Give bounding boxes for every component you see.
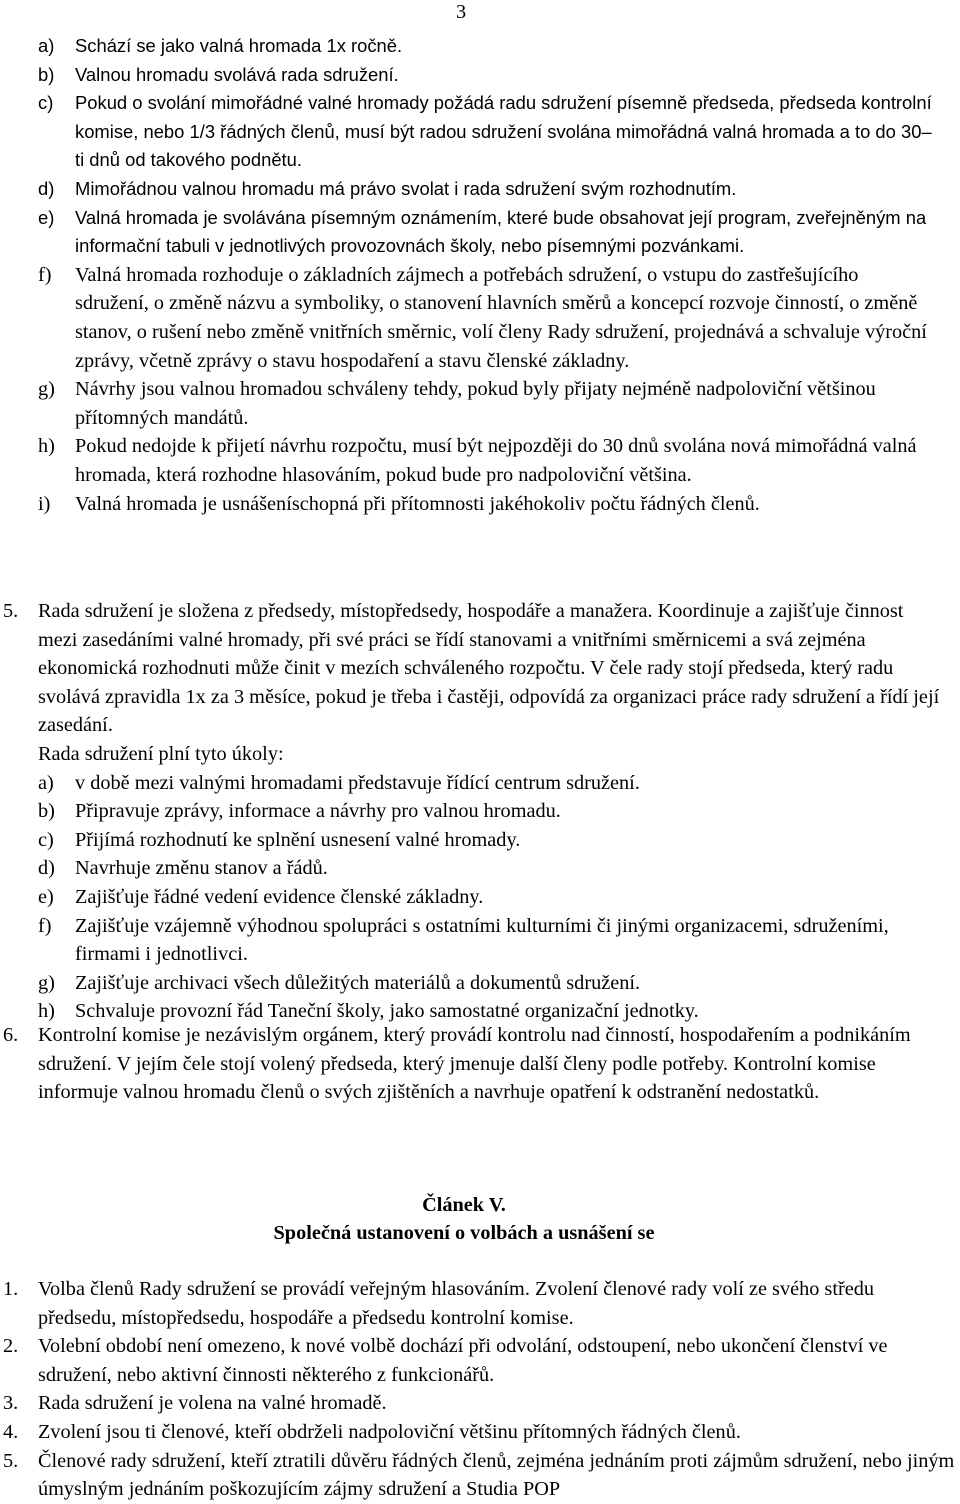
numbered-item	[0, 1332, 960, 1389]
list-item	[0, 769, 960, 798]
item-text: Valnou hromadu svolává rada sdružení.	[75, 63, 399, 85]
item-label: b)	[38, 63, 55, 85]
numbered-item	[0, 1418, 960, 1447]
item-text: Členové rady sdružení, kteří ztratili důvěru řádných členů, zejména jednáním proti zájmům sdružení, nebo jiným úmyslným jednáním poškozujícím zájmy sdružení a Studia POP	[38, 1449, 955, 1501]
valna-hromada-list	[0, 32, 960, 518]
list-item	[0, 826, 960, 855]
item-label: c)	[38, 92, 54, 114]
item-text: Valná hromada je svolávána písemným oznámením, které bude obsahovat její program, zveřejněným na informační tabuli v jednotlivých provozovnách školy, nebo písemnými pozvánkami.	[75, 206, 927, 257]
item-number: 5.	[3, 600, 19, 622]
item-label: b)	[38, 800, 55, 823]
item-text: Pokud nedojde k přijetí návrhu rozpočtu, musí být nejpozději do 30 dnů svolána nová mimořádná valná hromada, která rozhodne hlasováním, pokud bude pro nadpoloviční většina.	[75, 435, 917, 486]
list-item	[0, 969, 960, 998]
item-text: Volba členů Rady sdružení se provádí veřejným hlasováním. Zvolení členové rady volí ze svého středu předsedu, místopředsedu, hospodáře a předsedu kontrolní komise.	[38, 1278, 874, 1329]
item-text: v době mezi valnými hromadami představuje řídící centrum sdružení.	[75, 771, 640, 794]
item-label: g)	[38, 971, 55, 994]
item-label: h)	[38, 435, 55, 458]
item-number: 5.	[3, 1449, 19, 1472]
item-text: Navrhuje změnu stanov a řádů.	[75, 857, 328, 880]
item-text: Zvolení jsou ti členové, kteří obdrželi nadpoloviční většinu přítomných řádných členů.	[38, 1420, 741, 1443]
list-item	[0, 175, 960, 204]
list-item	[0, 204, 960, 261]
item-text: Rada sdružení je volena na valné hromadě.	[38, 1392, 387, 1415]
item-text: Připravuje zprávy, informace a návrhy pro valnou hromadu.	[75, 800, 561, 823]
item-text: Mimořádnou valnou hromadu má právo svolat i rada sdružení svým rozhodnutím.	[75, 177, 737, 199]
numbered-item	[0, 1389, 960, 1418]
item-text: Zajišťuje řádné vedení evidence členské základny.	[75, 885, 484, 908]
item-text: Volební období není omezeno, k nové volbě dochází při odvolání, odstoupení, nebo ukončení členství ve sdružení, nebo aktivní činnosti některého z funkcionářů.	[38, 1335, 888, 1386]
article-title: Článek V.	[422, 1194, 506, 1216]
article-items	[0, 1275, 960, 1504]
list-item	[0, 490, 960, 519]
item-label: a)	[38, 35, 55, 56]
item-label: e)	[38, 206, 55, 228]
item-text: Kontrolní komise je nezávislým orgánem, který provádí kontrolu nad činností, hospodařením a podnikáním sdružení. V jejím čele stojí volený předseda, který jmenuje další členy podle potřeby. Kontrolní komise informuje valnou hromadu členů o svých zjištěních a navrhuje opatření k odstranění nedostatků.	[38, 1024, 911, 1104]
item-label: h)	[38, 1000, 55, 1023]
item-text: Schází se jako valná hromada 1x ročně.	[75, 35, 403, 56]
item-number: 3.	[3, 1392, 19, 1415]
list-item	[0, 261, 960, 375]
item-text: Schvaluje provozní řád Taneční školy, jako samostatné organizační jednotky.	[75, 1000, 699, 1023]
list-item	[0, 32, 960, 61]
numbered-item	[0, 597, 960, 740]
item-label: d)	[38, 177, 55, 199]
item-number: 2.	[3, 1335, 19, 1358]
list-item	[0, 912, 960, 969]
list-item	[0, 883, 960, 912]
item-label: c)	[38, 828, 54, 851]
tasks-intro: Rada sdružení plní tyto úkoly:	[38, 742, 284, 765]
item-number: 6.	[3, 1024, 19, 1046]
item-label: e)	[38, 885, 54, 908]
list-item	[0, 89, 960, 175]
item-text: Rada sdružení je složena z předsedy, místopředsedy, hospodáře a manažera. Koordinuje a zajišťuje činnost mezi zasedáními valné hromady, při své práci se řídí stanovami a vnitřními směrnicemi a svá zejména ekonomická rozhodnuti může činit v mezích schváleného rozpočtu. V čele rady stojí předseda, který radu svolává zpravidla 1x za 3 měsíce, pokud je třeba i častěji, odpovídá za organizaci práce rady sdružení a řídí její zasedání.	[38, 600, 940, 737]
list-item	[0, 797, 960, 826]
list-item	[0, 432, 960, 489]
item-text: Zajišťuje archivaci všech důležitých materiálů a dokumentů sdružení.	[75, 971, 641, 994]
item-text: Zajišťuje vzájemně výhodnou spolupráci s ostatními kulturními či jinými organizacemi, sdruženími, firmami i jednotlivci.	[75, 914, 889, 966]
numbered-item	[0, 1275, 960, 1332]
list-item	[0, 61, 960, 90]
item-label: d)	[38, 857, 55, 880]
list-item	[0, 375, 960, 432]
item-text: Návrhy jsou valnou hromadou schváleny tehdy, pokud byly přijaty nejméně nadpoloviční většinou přítomných mandátů.	[75, 378, 876, 429]
item-6	[0, 1021, 960, 1107]
item-text: Valná hromada rozhoduje o základních zájmech a potřebách sdružení, o vstupu do zastřešujícího sdružení, o změně názvu a symboliky, o stanovení hlavních směrů a koncepcí rozvoje činností, o změně stanov, o rušení nebo změně vnitřních směrnic, volí členy Rady sdružení, projednává a schvaluje výroční zprávy, včetně zprávy o stavu hospodaření a stavu členské základny.	[75, 263, 927, 372]
item-text: Pokud o svolání mimořádné valné hromady požádá radu sdružení písemně předseda, předseda kontrolní komise, nebo 1/3 řádných členů, musí být radou sdružení svolána mimořádná valná hromada a to do 30–ti dnů od takového podnětu.	[75, 92, 932, 171]
list-item	[0, 854, 960, 883]
item-text: Přijímá rozhodnutí ke splnění usnesení valné hromady.	[75, 828, 521, 851]
item-label: i)	[38, 492, 51, 515]
item-text: Valná hromada je usnášeníschopná při přítomnosti jakéhokoliv počtu řádných členů.	[75, 492, 760, 515]
item-number: 4.	[3, 1420, 19, 1443]
page-number: 3	[456, 1, 467, 23]
item-label: g)	[38, 378, 55, 401]
item-label: a)	[38, 771, 54, 794]
numbered-item	[0, 1021, 960, 1107]
item-number: 1.	[3, 1278, 19, 1300]
article-subtitle: Společná ustanovení o volbách a usnášení se	[273, 1222, 655, 1244]
item-label: f)	[38, 914, 52, 937]
numbered-item	[0, 1447, 960, 1504]
item-label: f)	[38, 263, 52, 286]
item-5	[0, 597, 960, 1026]
